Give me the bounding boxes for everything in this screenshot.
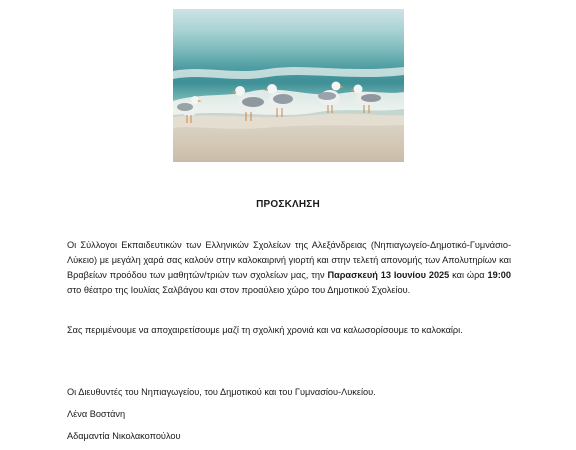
event-time: 19:00 <box>487 270 512 280</box>
paragraph-text-start: Οι Σύλλογοι Εκπαιδευτικών των Ελληνικών Σχολείων της Αλεξάνδρειας (Νηπιαγωγείο-Δημοτικό-Γυμνάσιο-Λύκειο) με μεγάλη χαρά σας καλούν στην καλοκαιρινή γιορτή και στην τελετή απονομής των Απολυτηρίων και Βραβείων προόδου των μαθητών/τριών των σχολείων μας, την <box>67 240 511 280</box>
paragraph-text-end: στο θέατρο της Ιουλίας Σαλβάγου και στον προαύλειο χώρο του Δημοτικού Σχολείου. <box>67 285 411 295</box>
closing-line: Οι Διευθυντές του Νηπιαγωγείου, του Δημοτικού και του Γυμνασίου-Λυκείου. <box>67 387 376 397</box>
seagulls-painting <box>173 9 404 162</box>
seagulls-artwork <box>173 9 404 162</box>
signatory-2: Αδαμαντία Νικολακοπούλου <box>67 431 181 441</box>
farewell-paragraph: Σας περιμένουμε να αποχαιρετίσουμε μαζί τη σχολική χρονιά και να καλωσορίσουμε το καλοκαίρι. <box>67 325 463 335</box>
signatory-1: Λένα Βοστάνη <box>67 409 126 419</box>
invitation-paragraph <box>67 238 511 298</box>
event-date: Παρασκευή 13 Ιουνίου 2025 <box>327 270 450 280</box>
invitation-title: ΠΡΟΣΚΛΗΣΗ <box>256 199 320 210</box>
paragraph-text-middle: και ώρα <box>449 270 488 280</box>
